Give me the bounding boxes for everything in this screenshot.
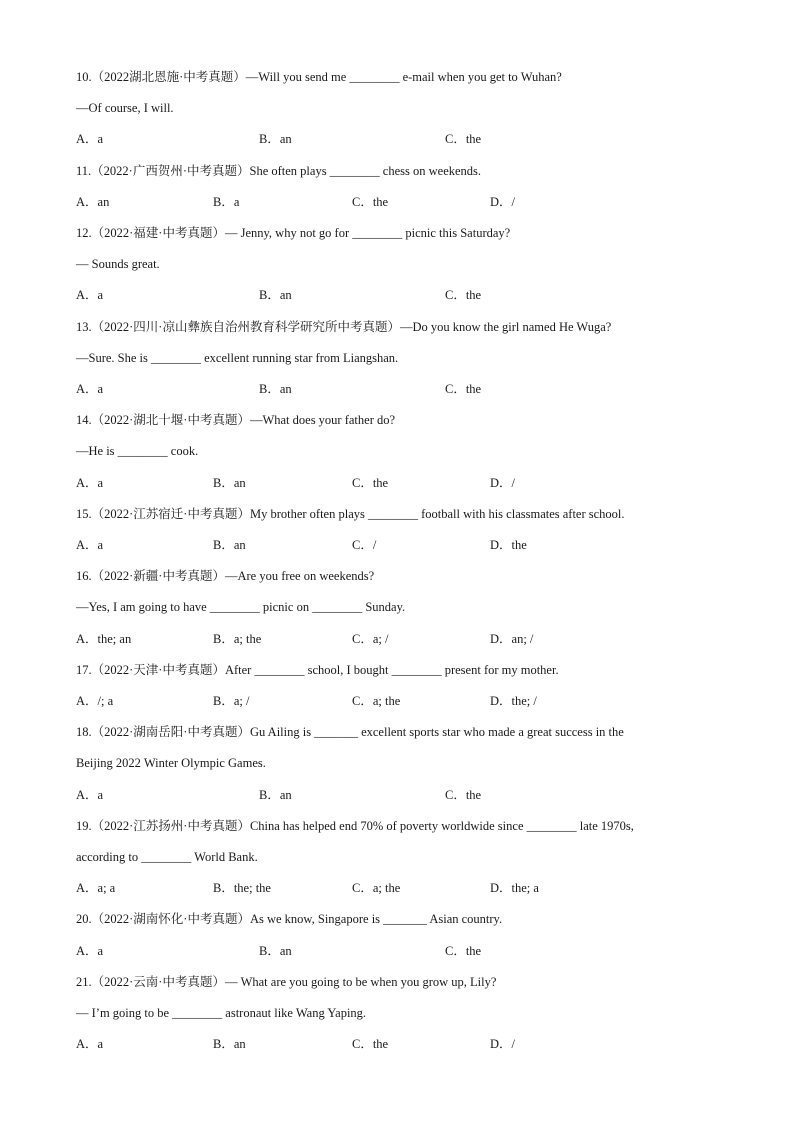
options-row bbox=[76, 691, 716, 711]
answer-option: A．a bbox=[76, 475, 104, 490]
answer-option: A．a bbox=[76, 288, 104, 303]
options-row bbox=[76, 1034, 716, 1054]
answer-option: D．the bbox=[490, 538, 527, 552]
question-stem: 17.（2022·天津·中考真题）After ________ school, I bought ________ present for my mother. bbox=[76, 662, 559, 677]
options-row bbox=[76, 129, 716, 149]
question-line: — I’m going to be ________ astronaut like Wang Yaping. bbox=[76, 1006, 367, 1020]
question-stem: 18.（2022·湖南岳阳·中考真题）Gu Ailing is _______ excellent sports star who made a great success in the bbox=[76, 725, 624, 740]
options-row bbox=[76, 473, 716, 493]
answer-option: C．the bbox=[445, 382, 482, 396]
answer-option: A．the; an bbox=[76, 631, 132, 646]
answer-option: C．the bbox=[445, 288, 482, 303]
answer-option: D．/ bbox=[490, 194, 516, 209]
options-row bbox=[76, 629, 716, 649]
question-line: —Sure. She is ________ excellent running star from Liangshan. bbox=[76, 350, 399, 365]
answer-option: D．/ bbox=[490, 475, 516, 490]
answer-option: C．the bbox=[352, 194, 389, 209]
answer-option: C．a; / bbox=[352, 631, 389, 646]
question-stem: 12.（2022·福建·中考真题）— Jenny, why not go for ________ picnic this Saturday? bbox=[76, 226, 511, 240]
answer-option: B．a; / bbox=[213, 694, 250, 708]
answer-option: A．a bbox=[76, 787, 104, 802]
answer-option: B．an bbox=[213, 538, 246, 552]
answer-option: A．/; a bbox=[76, 694, 114, 708]
options-row bbox=[76, 941, 716, 961]
answer-option: B．an bbox=[213, 475, 246, 490]
answer-option: A．a bbox=[76, 538, 104, 552]
question-line: —Yes, I am going to have ________ picnic on ________ Sunday. bbox=[76, 600, 406, 615]
answer-option: B．a bbox=[213, 194, 240, 209]
answer-option: B．an bbox=[259, 382, 292, 396]
question-stem: 10.（2022湖北恩施·中考真题）—Will you send me ________ e-mail when you get to Wuhan? bbox=[76, 70, 562, 84]
question-stem: 19.（2022·江苏扬州·中考真题）China has helped end 70% of poverty worldwide since ________ late 1970s, bbox=[76, 818, 634, 833]
question-line: Beijing 2022 Winter Olympic Games. bbox=[76, 756, 266, 771]
options-row bbox=[76, 878, 716, 898]
question-line: according to ________ World Bank. bbox=[76, 850, 258, 864]
answer-option: B．a; the bbox=[213, 631, 262, 646]
answer-option: C．a; the bbox=[352, 881, 401, 896]
answer-option: B．the; the bbox=[213, 881, 271, 896]
options-row bbox=[76, 192, 716, 212]
options-row bbox=[76, 285, 716, 305]
answer-option: A．a bbox=[76, 132, 104, 147]
answer-option: B．an bbox=[259, 943, 292, 958]
answer-option: A．an bbox=[76, 194, 110, 209]
answer-option: A．a bbox=[76, 943, 104, 958]
options-row bbox=[76, 379, 716, 399]
question-stem: 13.（2022·四川·凉山彝族自治州教育科学研究所中考真题）—Do you know the girl named He Wuga? bbox=[76, 319, 612, 334]
answer-option: D．the; a bbox=[490, 881, 539, 896]
question-stem: 21.（2022·云南·中考真题）— What are you going to be when you grow up, Lily? bbox=[76, 974, 497, 989]
question-stem: 20.（2022·湖南怀化·中考真题）As we know, Singapore is _______ Asian country. bbox=[76, 912, 503, 927]
answer-option: D．an; / bbox=[490, 631, 534, 646]
question-stem: 14.（2022·湖北十堰·中考真题）—What does your father do? bbox=[76, 413, 396, 428]
answer-option: C．/ bbox=[352, 538, 377, 552]
answer-option: B．an bbox=[213, 1037, 246, 1052]
question-line: — Sounds great. bbox=[76, 257, 160, 272]
answer-option: A．a bbox=[76, 382, 104, 396]
answer-option: B．an bbox=[259, 288, 292, 303]
answer-option: D．the; / bbox=[490, 694, 537, 708]
options-row bbox=[76, 785, 716, 805]
answer-option: C．the bbox=[445, 787, 482, 802]
answer-option: C．a; the bbox=[352, 694, 401, 708]
answer-option: D．/ bbox=[490, 1037, 516, 1052]
answer-option: C．the bbox=[445, 132, 482, 147]
answer-option: B．an bbox=[259, 787, 292, 802]
question-stem: 15.（2022·江苏宿迁·中考真题）My brother often plays ________ football with his classmates after school. bbox=[76, 506, 625, 521]
question-line: —Of course, I will. bbox=[76, 101, 174, 116]
answer-option: A．a bbox=[76, 1037, 104, 1052]
answer-option: C．the bbox=[445, 943, 482, 958]
question-line: —He is ________ cook. bbox=[76, 444, 199, 459]
answer-option: C．the bbox=[352, 1037, 389, 1052]
answer-option: C．the bbox=[352, 475, 389, 490]
answer-option: A．a; a bbox=[76, 881, 116, 896]
question-stem: 16.（2022·新疆·中考真题）—Are you free on weekends? bbox=[76, 569, 375, 584]
question-stem: 11.（2022·广西贺州·中考真题）She often plays ________ chess on weekends. bbox=[76, 163, 482, 178]
options-row bbox=[76, 535, 716, 555]
answer-option: B．an bbox=[259, 132, 292, 147]
